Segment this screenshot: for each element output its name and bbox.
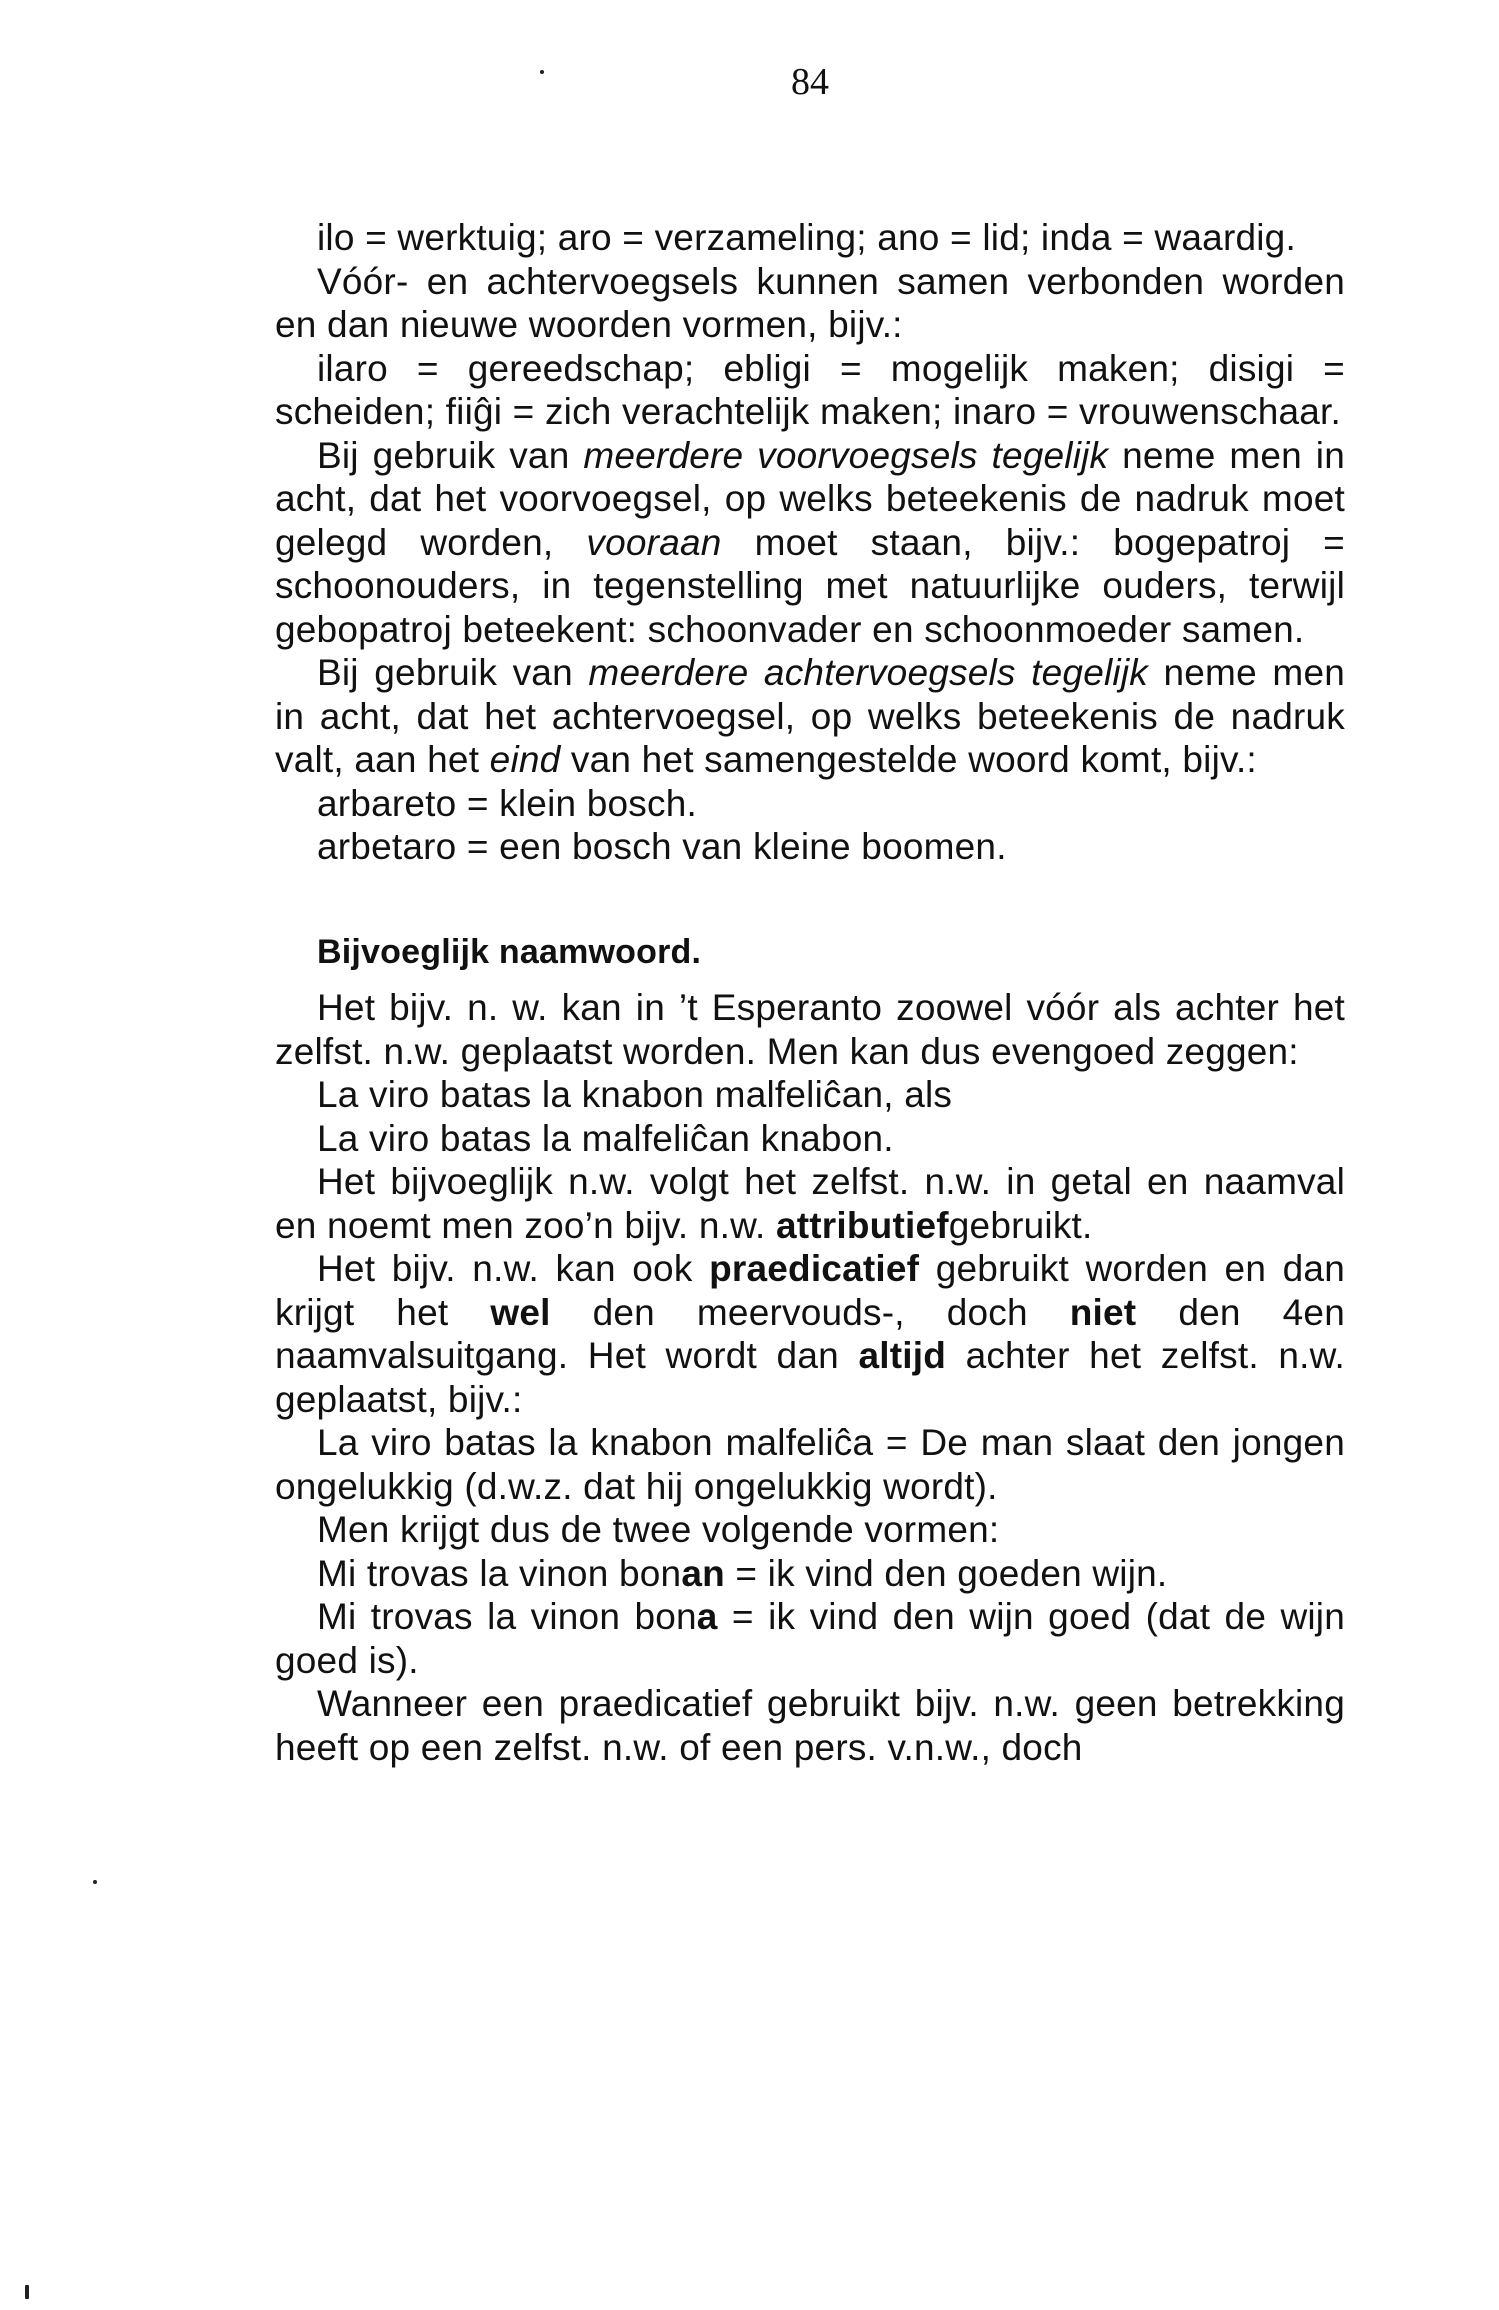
paragraph-suffixes: Bij gebruik van meerdere achtervoegsels tegelijk neme men in acht, dat het achtervoegsel, op welks beteekenis de nadruk valt, aan het eind van het samengestelde woord komt, bijv.: <box>275 652 1345 780</box>
emphasis: meerdere voorvoegsels tegelijk <box>583 434 1109 476</box>
paragraph-combined-affixes: Vóór- en achtervoegsels kunnen samen verbonden worden en dan nieuwe woorden vormen, bijv.: <box>275 260 1345 345</box>
body-text <box>275 216 1345 1769</box>
paragraph-two-forms: Men krijgt dus de twee volgende vormen: <box>317 1509 1000 1550</box>
bold-term: wel <box>490 1291 551 1333</box>
emphasis: meerdere achtervoegsels tegelijk <box>588 652 1148 693</box>
bold-ending: a <box>696 1596 718 1637</box>
term-ilo: ilo <box>317 217 355 258</box>
bold-term: attributief <box>775 1204 949 1246</box>
paragraph-adjective-position: Het bijv. n. w. kan in ’t Esperanto zoowel vóór als achter het zelfst. n.w. geplaatst worden. Men kan dus evengoed zeggen: <box>275 987 1345 1072</box>
paragraph-predicative-example: La viro batas la knabon malfeliĉa = De man slaat den jongen ongelukkig (d.w.z. dat hij ongelukkig wordt). <box>275 1422 1345 1507</box>
emphasis: eind <box>489 739 561 780</box>
paragraph-prefixes: Bij gebruik van meerdere voorvoegsels tegelijk neme men in acht, dat het voorvoegsel, op welks beteekenis de nadruk moet gelegd worden, vooraan moet staan, bijv.: bogepatroj = schoonouders, in tegenstelling met natuurlijke ouders, terwijl gebopatroj beteekent: schoonvader en schoonmoeder samen. <box>275 434 1346 650</box>
example-line: arbareto = klein bosch. <box>317 782 697 824</box>
example-line: arbetaro = een bosch van kleine boomen. <box>317 826 1007 867</box>
paragraph-suffix-examples: ilo = werktuig; aro = verzameling; ano = lid; inda = waardig. <box>317 217 1296 258</box>
example-form-2: Mi trovas la vinon bona = ik vind den wijn goed (dat de wijn goed is). <box>275 1596 1345 1681</box>
emphasis: vooraan <box>586 521 722 563</box>
ink-speck <box>25 2285 29 2299</box>
paragraph-predicative-no-reference: Wanneer een praedicatief gebruikt bijv. n.w. geen betrekking heeft op een zelfst. n.w. of een pers. v.n.w., doch <box>275 1683 1345 1768</box>
paragraph-combined-examples: ilaro = gereedschap; ebligi = mogelijk maken; disigi = scheiden; fiiĝi = zich verachtelijk maken; inaro = vrouwenschaar. <box>275 347 1345 432</box>
paragraph-attributive: Het bijvoeglijk n.w. volgt het zelfst. n.w. in getal en naamval en noemt men zoo’n bijv. n.w. attributiefgebruikt. <box>275 1161 1345 1246</box>
bold-ending: an <box>681 1552 725 1594</box>
bold-term: altijd <box>858 1335 947 1376</box>
ink-speck <box>93 1880 97 1884</box>
example-line: La viro batas la knabon malfeliĉan, als <box>317 1074 953 1115</box>
paragraph-predicative: Het bijv. n.w. kan ook praedicatief gebruikt worden en dan krijgt het wel den meervouds-, doch niet den 4en naamvalsuitgang. Het wordt dan altijd achter het zelfst. n.w. geplaatst, bijv.: <box>275 1248 1345 1420</box>
section-heading: Bijvoeglijk naamwoord. <box>317 932 702 971</box>
ink-speck <box>540 70 544 74</box>
bold-term: praedicatief <box>709 1248 920 1289</box>
bold-term: niet <box>1069 1291 1137 1333</box>
example-form-1: Mi trovas la vinon bonan = ik vind den goeden wijn. <box>317 1552 1168 1594</box>
page-number: 84 <box>791 61 829 103</box>
book-page <box>275 60 1345 1769</box>
example-line: La viro batas la malfeliĉan knabon. <box>317 1117 894 1159</box>
